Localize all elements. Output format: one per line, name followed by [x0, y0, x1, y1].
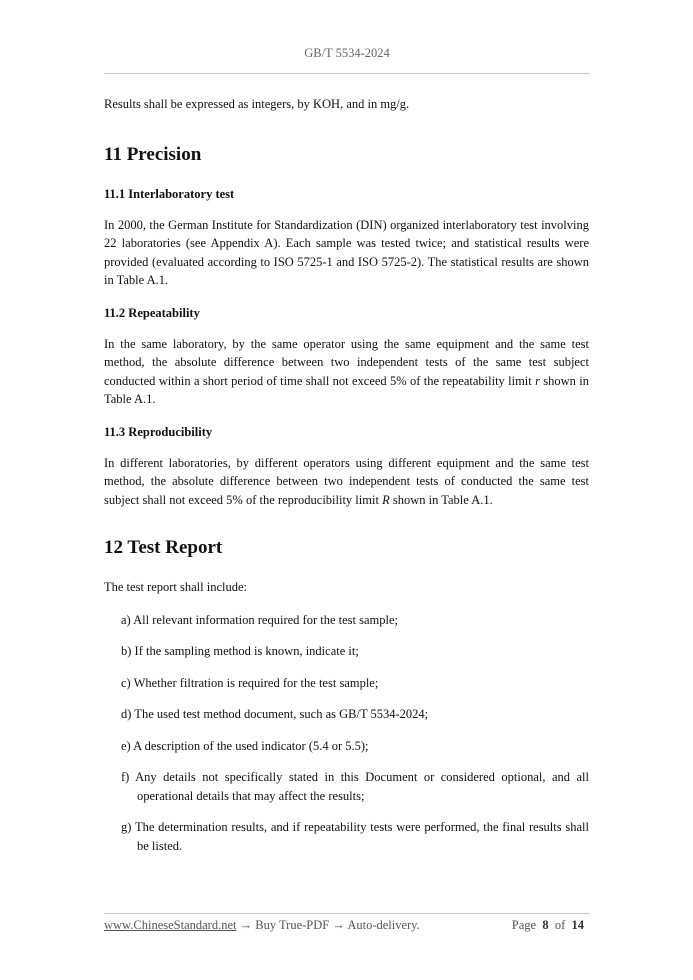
running-header: GB/T 5534-2024: [304, 46, 390, 60]
footer-links: [104, 918, 420, 933]
reproducibility-limit-symbol: R: [382, 492, 390, 507]
auto-delivery-text: Auto-delivery.: [347, 918, 420, 932]
section-title-test-report: 12 Test Report: [104, 537, 223, 558]
list-item: e) A description of the used indicator (5.4 or 5.5);: [121, 738, 369, 753]
arrow-right-icon: →: [332, 918, 345, 932]
list-item: f) Any details not specifically stated in this Document or considered optional, and all operational details that may affect the results;: [121, 770, 589, 803]
header-divider: [104, 73, 590, 74]
test-report-lead: The test report shall include:: [104, 580, 248, 594]
list-item: d) The used test method document, such as GB/T 5534-2024;: [121, 707, 429, 721]
section-title-precision: 11 Precision: [104, 143, 202, 165]
repeatability-paragraph: In the same laboratory, by the same operator using the same equipment and the same test method, the absolute difference between two independent tests of the same test subject conducted within a short period of time shall not exceed 5% of the repeatability limit r shown in Table A.1.: [104, 336, 589, 406]
page-number: Page 8 of 14: [511, 918, 584, 932]
list-item: a) All relevant information required for the test sample;: [121, 612, 398, 627]
subsection-title-interlab: 11.1 Interlaboratory test: [104, 186, 235, 201]
current-page: 8: [542, 918, 549, 932]
total-pages: 14: [571, 918, 584, 932]
interlab-paragraph: In 2000, the German Institute for Standardization (DIN) organized interlaboratory test involving 22 laboratories (see Appendix A). Each sample was tested twice; and statistical results were provided (evaluated according to ISO 5725-1 and ISO 5725-2). The statistical results are shown in Table A.1.: [104, 217, 589, 287]
list-item: g) The determination results, and if repeatability tests were performed, the final results shall be listed.: [121, 820, 589, 853]
reproducibility-paragraph: In different laboratories, by different operators using different equipment and the same test method, the absolute difference between two independent tests of conducted the same test subject shall not exceed 5% of the reproducibility limit R shown in Table A.1.: [104, 455, 589, 507]
list-item: c) Whether filtration is required for the test sample;: [121, 675, 379, 690]
intro-paragraph: Results shall be expressed as integers, by KOH, and in mg/g.: [104, 97, 410, 111]
subsection-title-reproducibility: 11.3 Reproducibility: [104, 424, 213, 439]
site-link[interactable]: www.ChineseStandard.net: [104, 918, 237, 932]
buy-true-pdf-link[interactable]: Buy True-PDF: [255, 918, 330, 932]
document-body: [104, 95, 589, 855]
repeatability-limit-symbol: r: [535, 373, 540, 388]
subsection-title-repeatability: 11.2 Repeatability: [104, 305, 200, 320]
footer-divider: [104, 913, 590, 914]
list-item: b) If the sampling method is known, indicate it;: [121, 644, 359, 658]
arrow-right-icon: →: [239, 918, 253, 932]
